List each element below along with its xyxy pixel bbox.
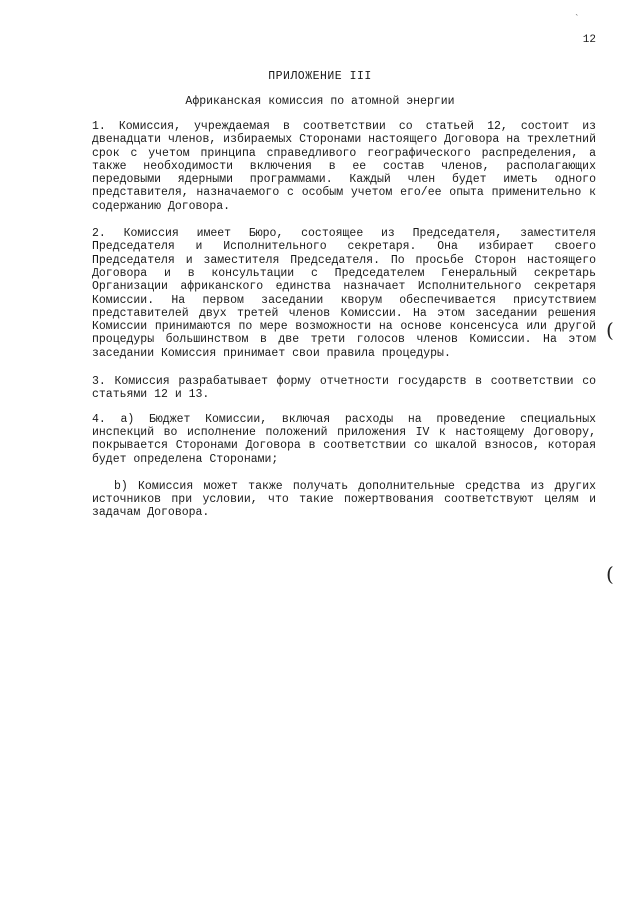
- margin-mark: (: [606, 318, 614, 342]
- paragraph-4a: 4. а) Бюджет Комиссии, включая расходы на проведение специальных инспекций во исполнение положений приложения IV к настоящему Договору, покрывается Сторонами Договора в соответствии со шкалой взносов, которая будет определена Сторонами;: [92, 412, 596, 466]
- paragraph-3: 3. Комиссия разрабатывает форму отчетности государств в соответствии со статьями 12 и 13.: [92, 375, 596, 402]
- corner-mark: `: [574, 14, 580, 24]
- page-number: 12: [582, 34, 596, 46]
- annex-subtitle: Африканская комиссия по атомной энергии: [185, 95, 455, 108]
- paragraph-4b: b) Комиссия может также получать дополнительные средства из других источников при условии, что такие пожертвования соответствуют целям и задачам Договора.: [92, 479, 596, 520]
- document-body: [92, 120, 596, 533]
- paragraph-1: 1. Комиссия, учреждаемая в соответствии со статьей 12, состоит из двенадцати членов, избираемых Сторонами настоящего Договора на трехлетний срок с учетом принципа справедливого географического распределения, а также необходимости включения в ее состав членов, располагающих передовыми ядерными программами. Каждый член будет иметь одного представителя, назначаемого с особым учетом его/ее опыта применительно к содержанию Договора.: [92, 120, 596, 213]
- margin-mark: (: [606, 562, 614, 586]
- annex-title: ПРИЛОЖЕНИЕ III: [268, 70, 372, 83]
- paragraph-2: 2. Комиссия имеет Бюро, состоящее из Председателя, заместителя Председателя и Исполнительного секретаря. Она избирает своего Председателя и заместителя Председателя. По просьбе Сторон настоящего Договора и в консультации с Председателем Генеральный секретарь Организации африканского единства назначает Исполнительного секретаря Комиссии. На первом заседании кворум обеспечивается присутствием представителей двух третей членов Комиссии. На этом заседании решения Комиссии принимаются по мере возможности на основе консенсуса или другой процедуры большинством в две трети голосов членов Комиссии. На этом заседании Комиссия принимает свои правила процедуры.: [92, 227, 596, 360]
